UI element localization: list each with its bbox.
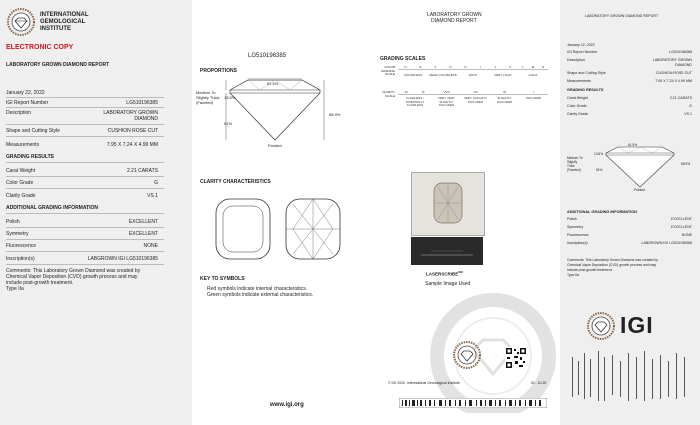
org-line-2: GEMOLOGICAL <box>40 19 86 25</box>
depth-percentage: 68.9% <box>329 112 341 117</box>
right-depth-percentage: 68.9% <box>681 162 691 166</box>
diamond-photo <box>411 172 485 236</box>
clarity-grade: IF <box>422 90 425 94</box>
color-grade: N <box>541 65 545 69</box>
grading-results-title: GRADING RESULTS <box>6 154 54 160</box>
color-grade: K <box>509 65 512 69</box>
igi-seal-icon <box>6 7 36 37</box>
color-scale-word: VERY LIGHT <box>494 73 512 77</box>
girdle-label: Medium To <box>196 90 216 95</box>
watermark-seal-icon <box>418 288 568 413</box>
laserscribe-icon <box>411 237 483 265</box>
key-line: Green symbols indicate external characteristics. <box>207 292 314 298</box>
clarity-grade: VS <box>473 90 478 94</box>
culet-label: Pointed <box>268 143 282 148</box>
diamond-photo-icon <box>412 173 484 235</box>
igi-logo-text: IGI <box>620 312 654 338</box>
barcode-icon <box>399 398 547 408</box>
key-to-symbols-title: KEY TO SYMBOLS <box>200 276 245 282</box>
divider <box>6 124 164 125</box>
color-grade: H <box>464 65 467 69</box>
copyright-text: © IGI 2020, International Gemological Institute <box>388 381 460 385</box>
divider <box>6 188 164 189</box>
clarity-plot-pavilion-icon <box>283 196 343 262</box>
additional-grading-title: ADDITIONAL GRADING INFORMATION <box>6 205 99 211</box>
right-comments-line: Type IIa <box>567 273 580 277</box>
divider <box>6 251 164 252</box>
color-grade: F <box>434 65 437 69</box>
color-grade: I <box>480 65 481 69</box>
right-grading-title: GRADING RESULTS <box>567 88 604 92</box>
right-girdle-label: Thick <box>567 164 575 168</box>
pavilion-percentage: 51% <box>224 121 233 126</box>
color-grade: E <box>419 65 422 69</box>
color-grade: M <box>531 65 535 69</box>
right-comments-line: Comments: This Laboratory Grown Diamond was created by <box>567 258 658 262</box>
comments-line: Type IIa <box>6 286 24 292</box>
key-line: Red symbols indicate internal characteristics. <box>207 286 308 292</box>
table-percentage: 61.5% <box>267 81 279 86</box>
org-line-1: INTERNATIONAL <box>40 12 89 18</box>
divider <box>6 97 164 98</box>
form-code: ID - 10.20 <box>531 381 547 385</box>
right-report-date: January 22, 2022 <box>567 43 595 47</box>
clarity-grade: I <box>533 90 534 94</box>
clarity-scale-word: INCLUDED <box>525 96 542 100</box>
comments-line: Comments: This Laboratory Grown Diamond was created by <box>6 268 141 274</box>
proportions-title: PROPORTIONS <box>200 68 237 74</box>
divider <box>6 136 164 137</box>
report-number-heading: LG510196385 <box>248 53 287 59</box>
clarity-grade: SI <box>503 90 506 94</box>
clarity-plot-crown-icon <box>213 196 273 262</box>
center-title-line: LABORATORY GROWN <box>427 12 482 18</box>
comments-line: include post-growth treatment. <box>6 280 74 286</box>
color-grade: G <box>449 65 452 69</box>
rotated-data-strip-icon <box>568 347 692 411</box>
laserscribe-photo <box>411 237 483 265</box>
color-grade: D <box>404 65 407 69</box>
right-additional-title: ADDITIONAL GRADING INFORMATION <box>567 210 637 214</box>
right-crown-percentage: 13.5% <box>594 152 604 156</box>
right-girdle-label: Slightly <box>567 160 578 164</box>
right-comments-line: include post-growth treatment. <box>567 268 613 272</box>
divider <box>6 264 164 265</box>
report-date: January 22, 2022 <box>6 90 45 96</box>
crown-percentage: 13.5% <box>224 95 236 100</box>
org-line-3: INSTITUTE <box>40 26 71 32</box>
color-scale-label: COLOR GRADING SCALE <box>380 65 395 76</box>
right-girdle-label: (Faceted) <box>567 168 581 172</box>
color-scale-word: FAINT <box>468 73 478 77</box>
color-grade: L <box>522 65 524 69</box>
right-proportions-diagram <box>600 145 680 193</box>
clarity-scale-label: CLARITY SCALE <box>382 90 395 98</box>
girdle-label: (Faceted) <box>196 100 214 105</box>
clarity-scale-word: VERY SLIGHTLY INCLUDED <box>463 96 488 104</box>
divider <box>6 239 164 240</box>
laserscribe-label: LASERSCRIBE℠ <box>426 270 463 277</box>
report-title: LABORATORY GROWN DIAMOND REPORT <box>6 62 110 68</box>
right-pavilion-percentage: 51% <box>596 168 603 172</box>
color-scale-word: NEAR COLORLESS <box>429 73 457 77</box>
color-scale-word: COLORLESS <box>403 73 423 77</box>
sample-image-caption: Sample Image Used <box>425 281 471 287</box>
clarity-grade: VVS <box>443 90 450 94</box>
right-comments-line: Chemical Vapor Deposition (CVD) growth process and may <box>567 263 657 267</box>
proportions-diagram <box>220 78 330 150</box>
clarity-scale-word: FLAWLESS / INTERNALLY FLAWLESS <box>405 96 425 107</box>
center-title-line: DIAMOND REPORT <box>431 18 477 24</box>
clarity-characteristics-title: CLARITY CHARACTERISTICS <box>200 179 271 185</box>
color-scale-word: LIGHT <box>528 73 538 77</box>
divider <box>6 227 164 228</box>
clarity-scale-word: SLIGHTLY INCLUDED <box>496 96 513 104</box>
right-report-title: LABORATORY GROWN DIAMOND REPORT <box>585 14 659 18</box>
divider <box>6 162 164 163</box>
clarity-scale-word: VERY VERY SLIGHTLY INCLUDED <box>437 96 455 107</box>
divider <box>6 107 164 108</box>
website-link[interactable]: www.igi.org <box>270 402 304 408</box>
right-table-percentage: 61.5% <box>628 143 638 147</box>
hologram-seal-icon <box>452 340 482 370</box>
qr-code-icon[interactable] <box>505 347 527 369</box>
divider <box>6 176 164 177</box>
right-igi-seal-icon <box>586 311 616 341</box>
divider <box>6 213 164 214</box>
comments-line: Chemical Vapor Deposition (CVD) growth process and may <box>6 274 138 280</box>
right-culet-label: Pointed <box>634 188 645 192</box>
right-girdle-label: Medium To <box>567 156 583 160</box>
electronic-copy-label: ELECTRONIC COPY <box>6 44 74 51</box>
girdle-label: Slightly Thick <box>196 95 220 100</box>
color-grade: J <box>494 65 497 69</box>
clarity-grade: FL <box>404 90 409 94</box>
grading-scales-title: GRADING SCALES <box>380 56 426 62</box>
